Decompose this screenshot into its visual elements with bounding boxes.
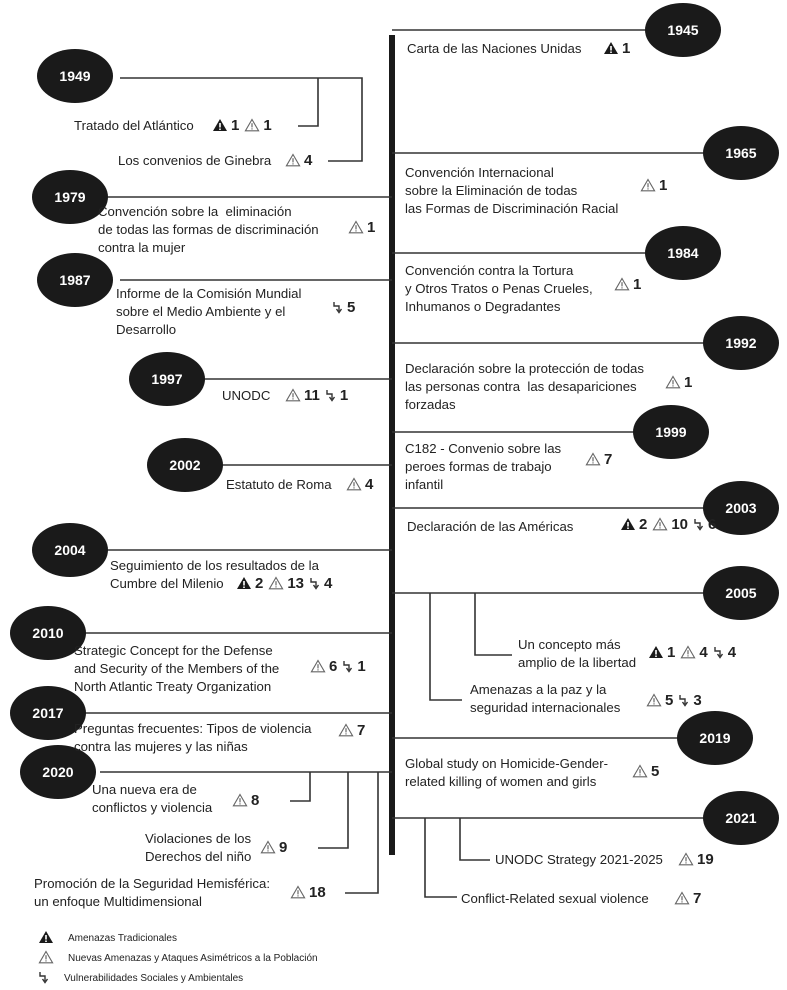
year-label: 2017: [32, 705, 64, 721]
event-title: UNODC: [222, 388, 271, 403]
timeline-event-1984: [405, 262, 593, 316]
year-oval-2005: [703, 566, 779, 620]
event-title: Seguimiento de los resultados de la Cumbre del Milenio: [110, 558, 319, 591]
filled-warning-triangle-icon: [620, 517, 636, 536]
marker-count: 6: [708, 516, 717, 533]
event-title: Declaración sobre la protección de todas las personas contra las desapariciones forzadas: [405, 361, 644, 412]
marker-count: 9: [279, 839, 288, 856]
year-label: 1984: [667, 245, 699, 261]
marker-count: 11: [304, 387, 320, 404]
year-oval-1949: [37, 49, 113, 103]
outline-warning-triangle-icon: [346, 477, 362, 496]
outline-warning-triangle-icon: [640, 178, 656, 197]
outline-warning-triangle-icon: [338, 723, 354, 742]
legend-item-nuevas: [38, 950, 318, 970]
filled-warning-triangle-icon: [212, 118, 228, 137]
connector-2005-b: [430, 593, 462, 700]
marker-count: 19: [697, 851, 714, 868]
outline-warning-triangle-icon: [585, 452, 601, 471]
step-arrow-icon: [342, 659, 354, 678]
filled-warning-triangle-icon: [38, 930, 54, 950]
event-markers: [285, 152, 317, 172]
marker-count: 4: [324, 575, 333, 592]
marker-count: 2: [255, 575, 264, 592]
event-title: Convención sobre la eliminación de todas las formas de discriminación contra la mujer: [98, 204, 319, 255]
timeline-event-2010: [74, 642, 279, 696]
year-label: 1992: [725, 335, 757, 351]
legend-label: Amenazas Tradicionales: [68, 933, 177, 944]
event-markers: [585, 451, 617, 471]
outline-warning-triangle-icon: [244, 118, 260, 137]
event-title: Preguntas frecuentes: Tipos de violencia contra las mujeres y las niñas: [74, 721, 312, 754]
timeline-event-2005: [470, 681, 620, 717]
event-markers: [646, 692, 707, 712]
year-label: 2002: [169, 457, 201, 473]
marker-count: 1: [633, 276, 642, 293]
legend: [38, 930, 318, 990]
connector-2020-c: [345, 772, 378, 893]
event-markers: [348, 219, 380, 239]
event-markers: [640, 177, 672, 197]
outline-warning-triangle-icon: [665, 375, 681, 394]
year-label: 1987: [59, 272, 91, 288]
outline-warning-triangle-icon: [285, 153, 301, 172]
event-markers: [620, 516, 721, 536]
marker-count: 5: [665, 692, 674, 709]
marker-count: 18: [309, 884, 326, 901]
event-title: Violaciones de los Derechos del niño: [145, 831, 252, 864]
legend-label: Vulnerabilidades Sociales y Ambientales: [64, 973, 244, 984]
legend-item-tradicionales: [38, 930, 318, 950]
event-markers: [678, 851, 719, 871]
year-oval-2004: [32, 523, 108, 577]
marker-count: 1: [367, 219, 376, 236]
marker-count: 10: [671, 516, 689, 533]
timeline-event-1979: [98, 203, 319, 257]
year-label: 1979: [54, 189, 86, 205]
year-oval-1997: [129, 352, 205, 406]
year-label: 2010: [32, 625, 64, 641]
event-title: Declaración de las Américas: [407, 519, 574, 534]
year-oval-1999: [633, 405, 709, 459]
timeline-event-2021: [461, 890, 649, 908]
connector-2020-a: [290, 772, 310, 801]
outline-warning-triangle-icon: [680, 645, 696, 664]
marker-count: 7: [604, 451, 613, 468]
event-title: Los convenios de Ginebra: [118, 153, 272, 168]
year-label: 2005: [725, 585, 757, 601]
marker-count: 1: [339, 387, 349, 404]
marker-count: 7: [693, 890, 702, 907]
timeline-event-2005: [518, 636, 636, 672]
event-markers: [260, 839, 292, 859]
filled-warning-triangle-icon: [603, 41, 619, 60]
outline-warning-triangle-icon: [632, 764, 648, 783]
connector-2020-b: [318, 772, 348, 848]
event-markers: [614, 276, 646, 296]
event-title: Promoción de la Seguridad Hemisférica: un enfoque Multidimensional: [34, 876, 271, 909]
marker-count: 13: [287, 575, 305, 592]
step-arrow-icon: [38, 970, 50, 990]
year-label: 2019: [699, 730, 731, 746]
outline-warning-triangle-icon: [674, 891, 690, 910]
marker-count: 2: [639, 516, 648, 533]
connector-2021-b: [425, 818, 457, 897]
event-markers: [332, 299, 360, 319]
event-markers: [285, 387, 353, 407]
year-oval-1979: [32, 170, 108, 224]
timeline-event-1965: [405, 164, 618, 218]
step-arrow-icon: [309, 576, 321, 595]
year-oval-2021: [703, 791, 779, 845]
marker-count: 4: [699, 644, 708, 661]
marker-count: 5: [347, 299, 356, 316]
year-oval-1965: [703, 126, 779, 180]
event-markers: [603, 40, 635, 60]
marker-count: 3: [693, 692, 702, 709]
filled-warning-triangle-icon: [648, 645, 664, 664]
timeline-event-1999: [405, 440, 561, 494]
timeline-event-2020: [92, 781, 212, 817]
year-oval-2019: [677, 711, 753, 765]
marker-count: 1: [659, 177, 668, 194]
legend-item-vulnerabilidades: [38, 970, 318, 990]
event-markers: [674, 890, 706, 910]
timeline-event-2003: [407, 518, 573, 536]
outline-warning-triangle-icon: [614, 277, 630, 296]
connector-2005-a: [475, 593, 512, 655]
step-arrow-icon: [713, 645, 725, 664]
event-markers: [290, 884, 331, 904]
event-title: Tratado del Atlántico: [74, 118, 194, 133]
connector-2021-a: [460, 818, 490, 860]
timeline-event-1945: [407, 40, 581, 58]
outline-warning-triangle-icon: [646, 693, 662, 712]
timeline-event-2017: [74, 720, 312, 756]
event-markers: [212, 117, 277, 137]
timeline-event-2019: [405, 755, 608, 791]
year-label: 2021: [725, 810, 757, 826]
event-title: Carta de las Naciones Unidas: [407, 41, 582, 56]
timeline-event-2020: [34, 875, 270, 911]
event-title: Conflict-Related sexual violence: [461, 891, 649, 906]
step-arrow-icon: [678, 693, 690, 712]
timeline-event-2002: [226, 476, 332, 494]
outline-warning-triangle-icon: [268, 576, 284, 595]
year-label: 2004: [54, 542, 86, 558]
marker-count: 1: [684, 374, 693, 391]
marker-count: 4: [365, 476, 374, 493]
event-title: Estatuto de Roma: [226, 477, 332, 492]
outline-warning-triangle-icon: [232, 793, 248, 812]
event-title: Strategic Concept for the Defense and Security of the Members of the North Atlantic Treaty Organization: [74, 643, 280, 694]
filled-warning-triangle-icon: [236, 576, 252, 595]
event-title: C182 - Convenio sobre las peroes formas de trabajo infantil: [405, 441, 562, 492]
year-oval-1984: [645, 226, 721, 280]
timeline-event-1997: [222, 387, 270, 405]
timeline-event-2020: [145, 830, 251, 866]
event-markers: [232, 792, 264, 812]
marker-count: 7: [357, 722, 366, 739]
outline-warning-triangle-icon: [652, 517, 668, 536]
year-oval-2002: [147, 438, 223, 492]
marker-count: 1: [231, 117, 240, 134]
event-title: Global study on Homicide-Gender- related killing of women and girls: [405, 756, 609, 789]
event-title: Una nueva era de conflictos y violencia: [92, 782, 213, 815]
year-label: 1965: [725, 145, 757, 161]
outline-warning-triangle-icon: [348, 220, 364, 239]
outline-warning-triangle-icon: [285, 388, 301, 407]
timeline-event-1949: [74, 117, 194, 135]
marker-count: 1: [263, 117, 272, 134]
event-title: UNODC Strategy 2021-2025: [495, 852, 663, 867]
year-oval-1987: [37, 253, 113, 307]
event-title: Convención contra la Tortura y Otros Tratos o Penas Crueles, Inhumanos o Degradantes: [405, 263, 593, 314]
year-label: 1999: [655, 424, 687, 440]
connector-1949-a: [298, 78, 318, 126]
outline-warning-triangle-icon: [310, 659, 326, 678]
timeline-event-1987: [116, 285, 301, 339]
marker-count: 4: [304, 152, 313, 169]
event-title: Convención Internacional sobre la Eliminación de todas las Formas de Discriminación Racial: [405, 165, 619, 216]
step-arrow-icon: [693, 517, 705, 536]
step-arrow-icon: [325, 388, 337, 407]
event-markers: [236, 575, 337, 595]
marker-count: 4: [727, 644, 737, 661]
event-title: Un concepto más amplio de la libertad: [518, 637, 637, 670]
marker-count: 1: [357, 658, 366, 675]
outline-warning-triangle-icon: [678, 852, 694, 871]
outline-warning-triangle-icon: [290, 885, 306, 904]
outline-warning-triangle-icon: [38, 950, 54, 970]
step-arrow-icon: [332, 300, 344, 319]
year-label: 2020: [42, 764, 74, 780]
timeline-event-1992: [405, 360, 644, 414]
event-markers: [346, 476, 378, 496]
marker-count: 1: [622, 40, 631, 57]
year-label: 1949: [59, 68, 91, 84]
marker-count: 1: [667, 644, 676, 661]
marker-count: 5: [651, 763, 660, 780]
year-label: 2003: [725, 500, 757, 516]
outline-warning-triangle-icon: [260, 840, 276, 859]
timeline-event-2021: [495, 851, 663, 869]
event-markers: [665, 374, 697, 394]
marker-count: 8: [251, 792, 260, 809]
event-title: Informe de la Comisión Mundial sobre el Medio Ambiente y el Desarrollo: [116, 286, 302, 337]
year-label: 1945: [667, 22, 699, 38]
year-label: 1997: [151, 371, 183, 387]
legend-label: Nuevas Amenazas y Ataques Asimétricos a la Población: [68, 953, 318, 964]
event-markers: [310, 658, 371, 678]
year-oval-1945: [645, 3, 721, 57]
event-markers: [632, 763, 664, 783]
marker-count: 6: [329, 658, 338, 675]
event-markers: [338, 722, 370, 742]
timeline-event-1949: [118, 152, 271, 170]
event-markers: [648, 644, 741, 664]
year-oval-1992: [703, 316, 779, 370]
event-title: Amenazas a la paz y la seguridad internacionales: [470, 682, 621, 715]
